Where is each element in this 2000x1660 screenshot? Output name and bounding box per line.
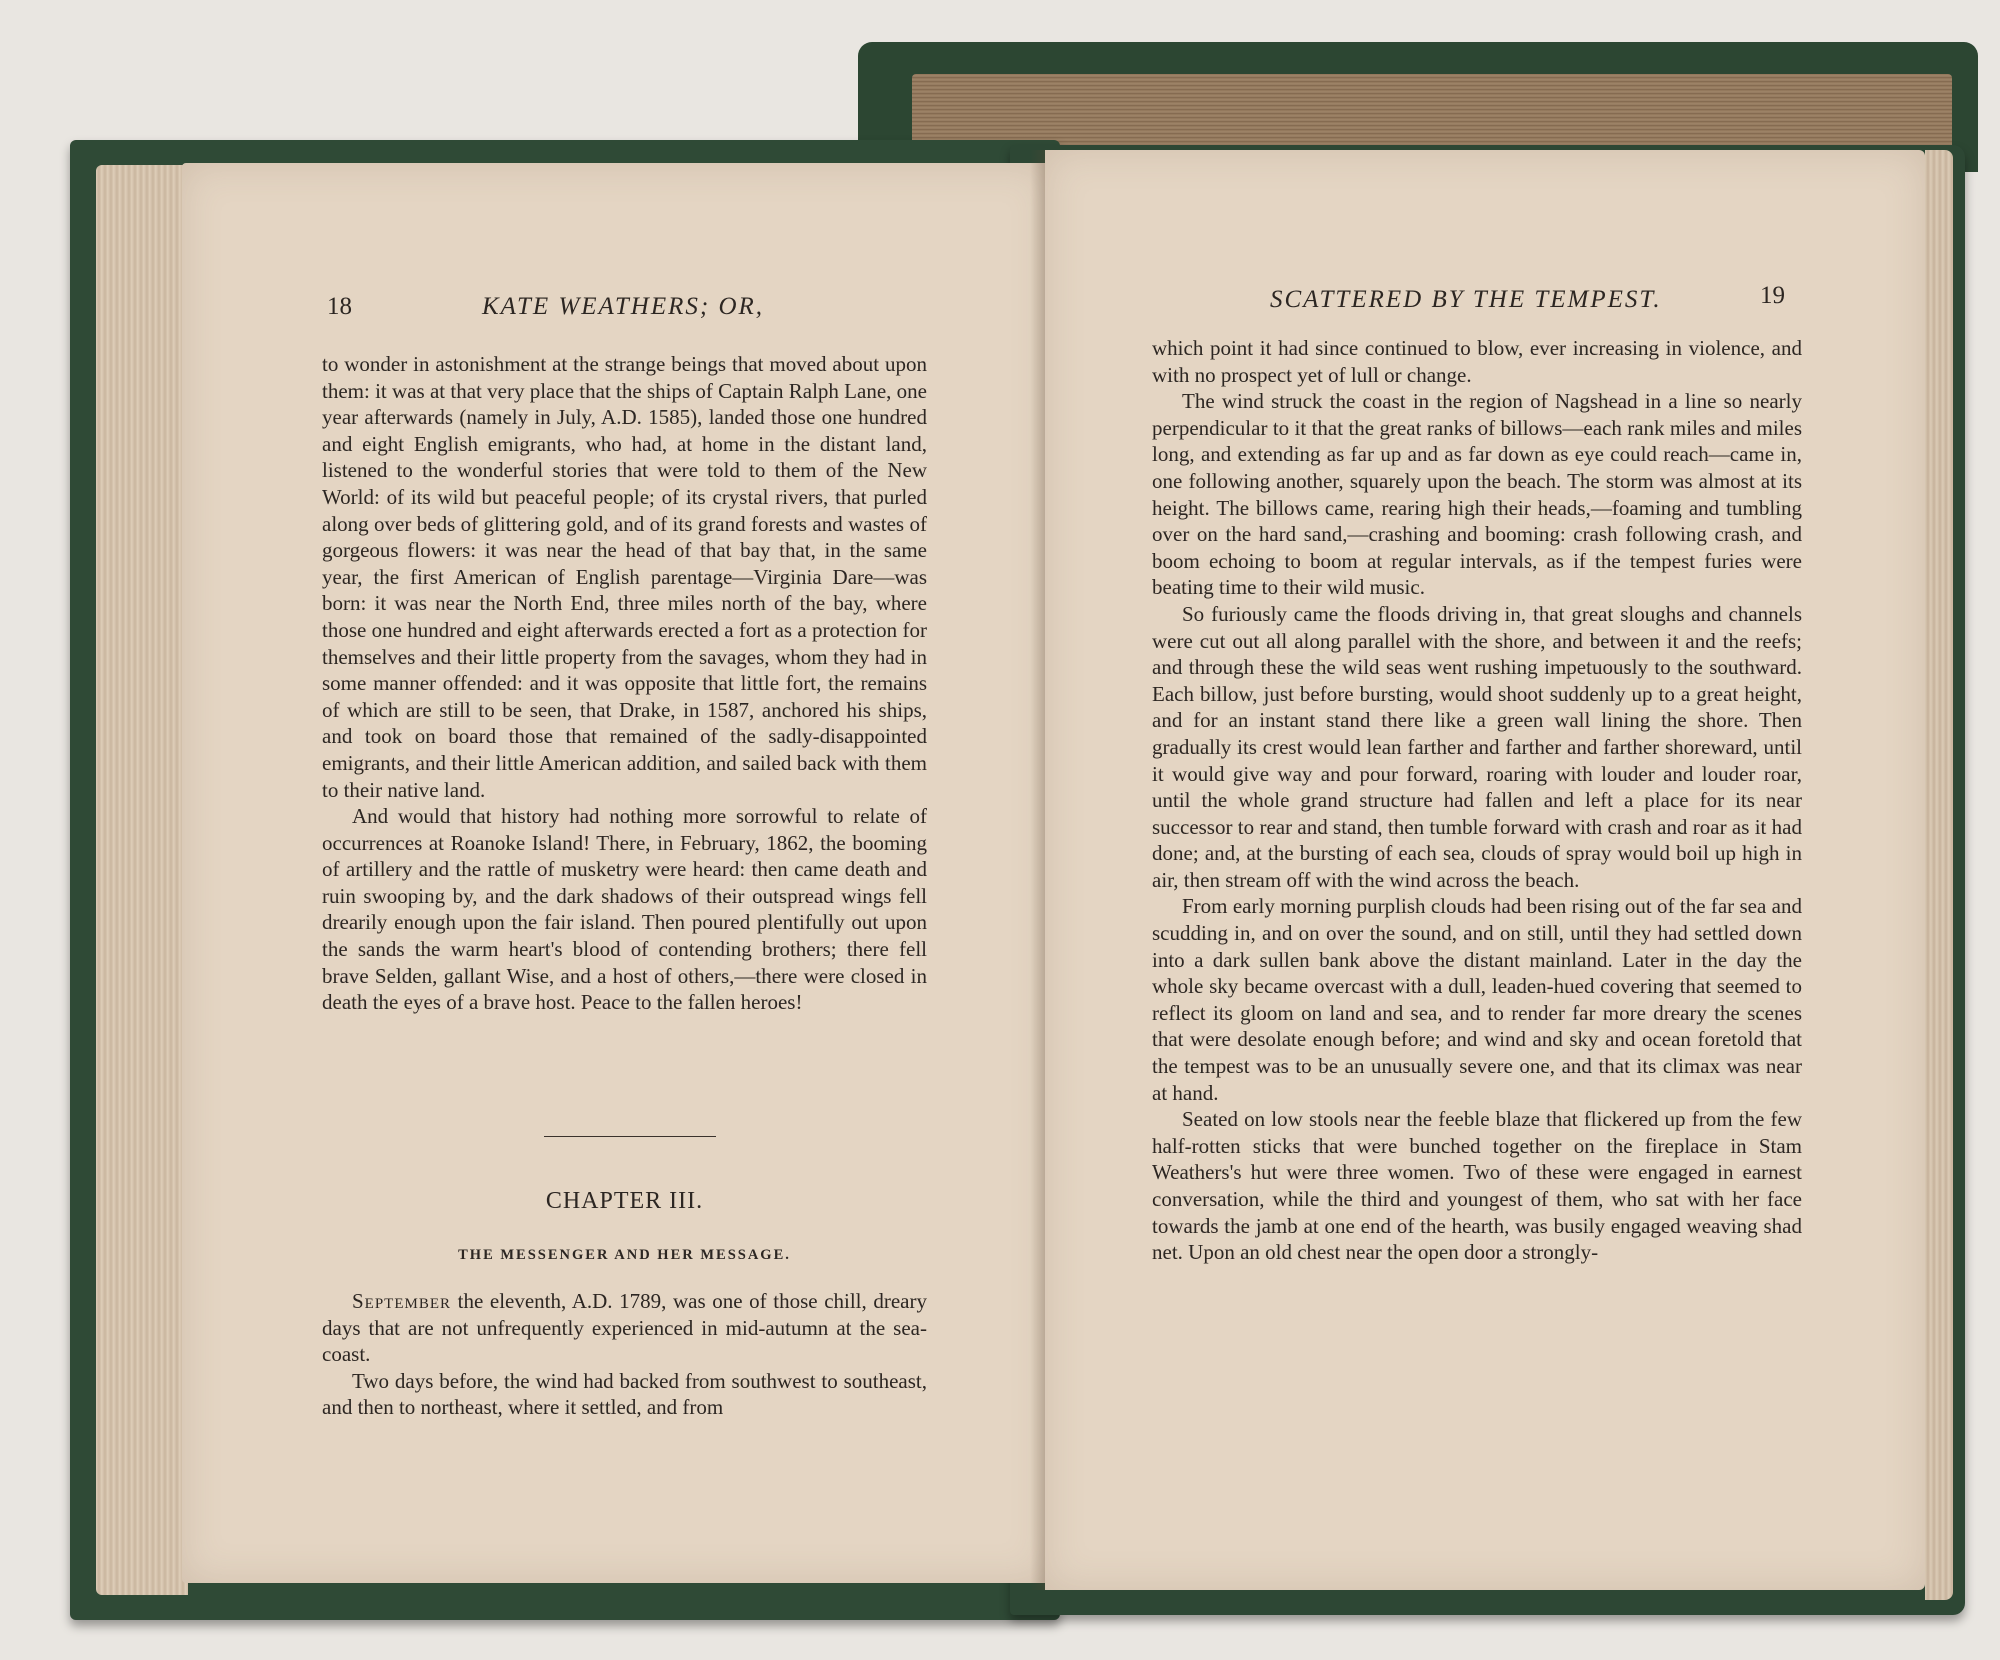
- paragraph: to wonder in astonishment at the strange beings that moved about upon them: it was at that very place that the ships of Captain Ralph Lane, one year afterwards (namely in July, A.D. 1585), landed those one hundred and eight English emigrants, who had, at home in the distant land, listened to the wonderful stories that were told to them of the New World: of its wild but peaceful people; of its crystal rivers, that purled along over beds of glittering gold, and of its grand forests and wastes of gorgeous flowers: it was near the head of that bay that, in the same year, the first American of English parentage—Virginia Dare—was born: it was near the North End, three miles north of the bay, where those one hundred and eight afterwards erected a fort as a protection for themselves and their little property from the savages, whom they had in some manner offended: and it was opposite that little fort, the remains of which are still to be seen, that Drake, in 1587, anchored his ships, and took on board those that remained of the sadly-disappointed emigrants, and their little American addition, and sailed back with them to their native land.: [322, 352, 927, 802]
- running-title: SCATTERED BY THE TEMPEST.: [1270, 286, 1662, 313]
- right-running-head: [1045, 280, 1925, 320]
- paragraph: which point it had since continued to blow, ever increasing in violence, and with no prospect yet of lull or change.: [1152, 336, 1802, 387]
- section-divider: [544, 1136, 716, 1137]
- right-page: [1045, 150, 1925, 1590]
- right-page-stack: [1925, 150, 1953, 1600]
- paragraph-text: the eleventh, A.D. 1789, was one of those chill, dreary days that are not unfrequently experienced in mid-autumn at the sea-coast.: [322, 1289, 927, 1367]
- paragraph: And would that history had nothing more sorrowful to relate of occurrences at Roanoke Island! There, in February, 1862, the booming of artillery and the rattle of musketry were heard: then came death and ruin swooping by, and the dark shadows of their outspread wings fell drearily enough upon the fair island. Then poured plentifully out upon the sands the warm heart's blood of contending brothers; there fell brave Selden, gallant Wise, and a host of others,—there were closed in death the eyes of a brave host. Peace to the fallen heroes!: [322, 804, 927, 1015]
- chapter-body-text: [322, 1288, 927, 1421]
- page-number: 18: [327, 293, 352, 320]
- paragraph: From early morning purplish clouds had been rising out of the far sea and scudding in, and on over the sound, and on still, until they had settled down into a dark sullen bank above the distant mainland. Later in the day the whole sky became overcast with a dull, leaden-hued covering that seemed to reflect its gloom on land and sea, and to render far more dreary the scenes that were desolate enough before; and wind and sky and ocean foretold that the tempest was to be an unusually severe one, and that its climax was near at hand.: [1152, 894, 1802, 1105]
- chapter-lead-word: September: [352, 1289, 452, 1313]
- left-running-head: [182, 293, 1050, 333]
- chapter-subtitle: THE MESSENGER AND HER MESSAGE.: [458, 1247, 791, 1263]
- left-page-stack: [96, 165, 188, 1595]
- left-body-text: [322, 351, 927, 1016]
- running-title: KATE WEATHERS; OR,: [482, 293, 765, 320]
- paragraph: The wind struck the coast in the region of Nagshead in a line so nearly perpendicular to it that the great ranks of billows—each rank miles and miles long, and extending as far up and as far down as eye could reach—came in, one following another, squarely upon the beach. The storm was almost at its height. The billows came, rearing high their heads,—foaming and tumbling over on the hard sand,—crashing and booming: crash following crash, and boom echoing to boom at regular intervals, as if the tempest furies were beating time to their wild music.: [1152, 389, 1802, 600]
- chapter-title: CHAPTER III.: [545, 1188, 704, 1214]
- paragraph: Seated on low stools near the feeble blaze that flickered up from the few half-rotten sticks that were bunched together on the fireplace in Stam Weathers's hut were three women. Two of these were engaged in earnest conversation, while the third and youngest of them, who sat with her face towards the jamb at one end of the hearth, was busily engaged weaving shad net. Upon an old chest near the open door a strongly-: [1152, 1107, 1802, 1265]
- page-number: 19: [1760, 282, 1785, 309]
- right-body-text: [1152, 335, 1802, 1266]
- left-page: [182, 163, 1050, 1583]
- paragraph: So furiously came the floods driving in, that great sloughs and channels were cut out all along parallel with the shore, and between it and the reefs; and through these the wild seas went rushing impetuously to the southward. Each billow, just before bursting, would shoot suddenly up to a great height, and for an instant stand there like a green wall lining the shore. Then gradually its crest would lean farther and farther and farther shoreward, until it would give way and pour forward, roaring with louder and louder roar, until the whole grand structure had fallen and left a place for its near successor to rear and stand, then tumble forward with crash and roar as it had done; and, at the bursting of each sea, clouds of spray would boil up high in air, then stream off with the wind across the beach.: [1152, 601, 1802, 892]
- paragraph: Two days before, the wind had backed from southwest to southeast, and then to northeast, where it settled, and from: [322, 1368, 927, 1420]
- paragraph: [322, 1288, 927, 1368]
